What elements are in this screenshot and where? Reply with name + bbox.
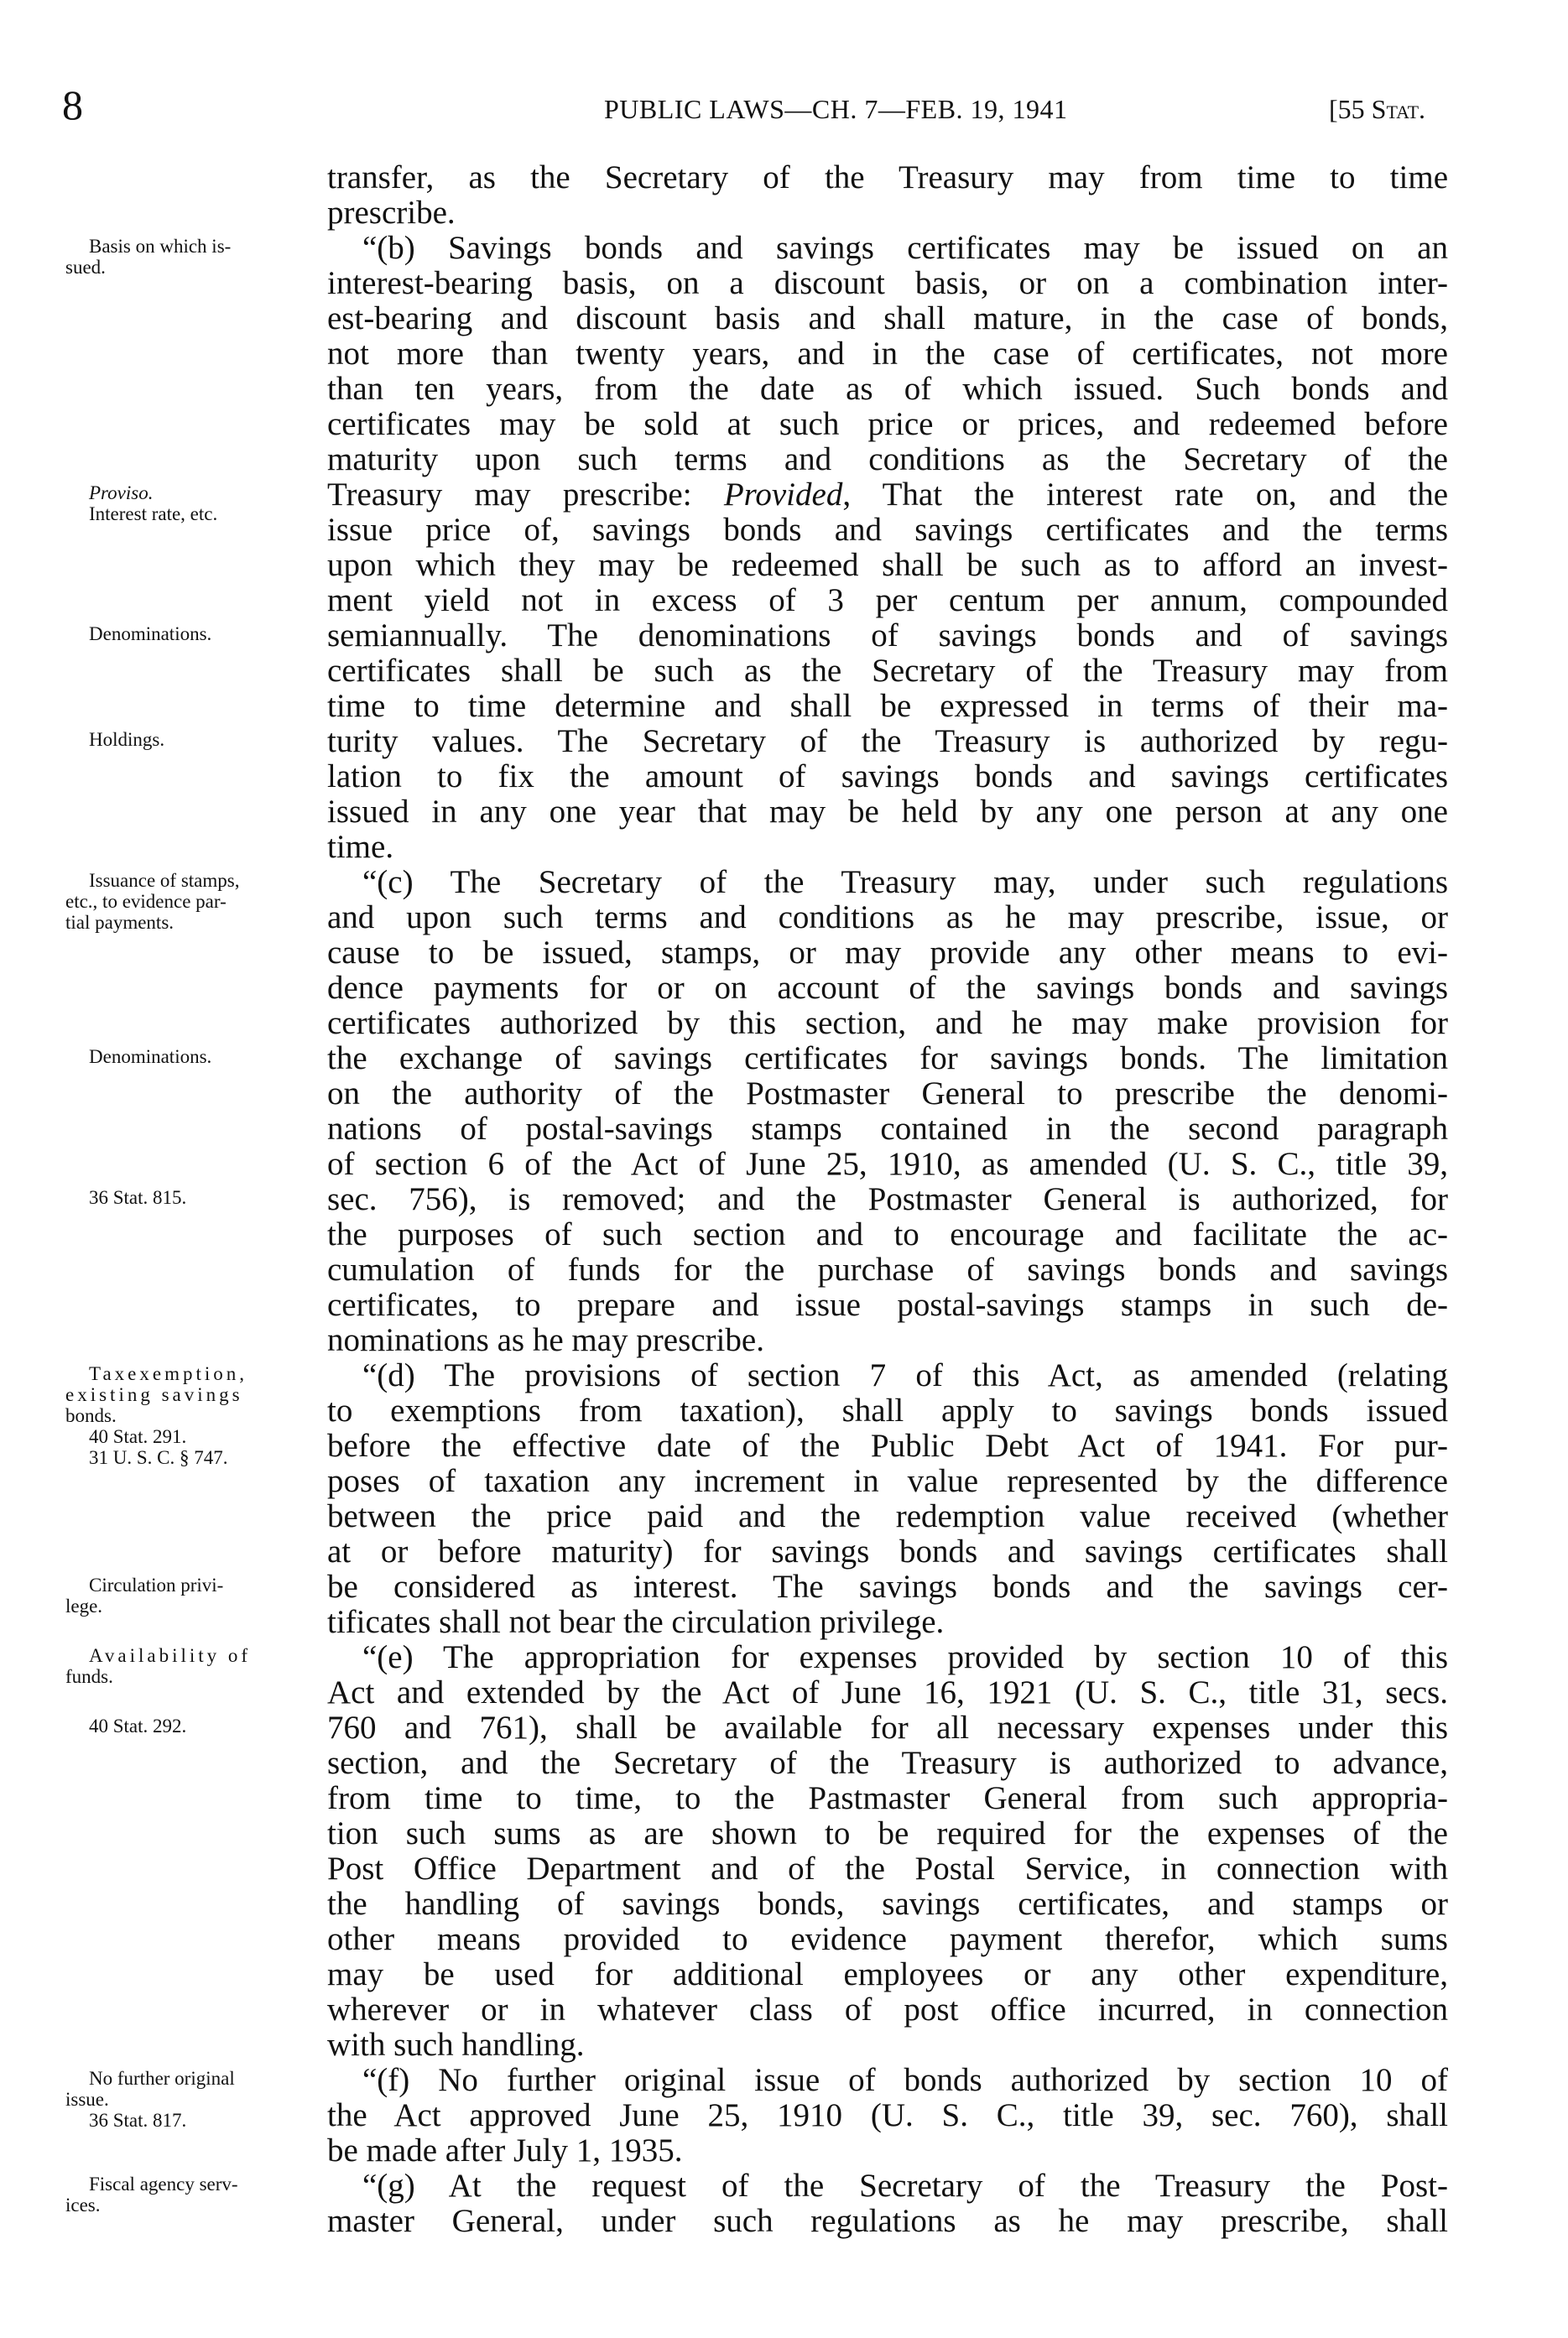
body-line: section, and the Secretary of the Treasury is authorized to advance, [327, 1745, 1448, 1781]
margin-note-line: Interest rate, etc. [89, 503, 218, 524]
body-line: transfer, as the Secretary of the Treasury may from time to time [327, 159, 1448, 195]
body-line: to exemptions from taxation), shall apply to savings bonds issued [327, 1393, 1448, 1429]
body-line: at or before maturity) for savings bonds and savings certificates shall [327, 1533, 1448, 1570]
body-line: lation to fix the amount of savings bonds and savings certificates [327, 758, 1448, 794]
margin-note-stat-40-292 [65, 1716, 317, 1737]
body-line: the Act approved June 25, 1910 (U. S. C., title 39, sec. 760), shall [327, 2097, 1448, 2133]
margin-note-line: lege. [65, 1596, 103, 1617]
body-line: upon which they may be redeemed shall be such as to afford an invest- [327, 547, 1448, 583]
margin-note-line: No further original [89, 2068, 235, 2089]
margin-note-proviso-interest-rate [65, 482, 317, 524]
margin-note-basis-on-which-issued [65, 236, 317, 278]
body-line: “(f) No further original issue of bonds authorized by section 10 of [362, 2062, 1448, 2098]
margin-note-line: Denominations. [89, 1046, 212, 1067]
margin-note-no-further-original-issue [65, 2068, 317, 2131]
margin-note-line: 36 Stat. 815. [89, 1187, 187, 1208]
margin-note-holdings [65, 729, 317, 750]
body-line [327, 477, 1448, 513]
body-line: certificates may be sold at such price or prices, and redeemed before [327, 406, 1448, 442]
margin-note-tax-exemption [65, 1363, 317, 1468]
margin-note-circulation-privilege [65, 1575, 317, 1617]
margin-note-line: issue. [65, 2089, 109, 2110]
stat-ref-word: Stat. [1371, 94, 1426, 124]
margin-note-availability-of-funds [65, 1645, 317, 1687]
body-line: turity values. The Secretary of the Treasury is authorized by regu- [327, 723, 1448, 759]
body-line: may be used for additional employees or any other expenditure, [327, 1956, 1448, 1992]
margin-note-line: Basis on which is- [89, 236, 232, 257]
margin-note-line: etc., to evidence par- [65, 891, 227, 912]
margin-note-issuance-of-stamps [65, 870, 317, 933]
margin-note-fiscal-agency-services [65, 2174, 317, 2216]
body-line: “(c) The Secretary of the Treasury may, under such regulations [362, 864, 1448, 900]
body-line: nations of postal-savings stamps contained in the second paragraph [327, 1111, 1448, 1147]
body-line: maturity upon such terms and conditions as the Secretary of the [327, 441, 1448, 477]
body-line: from time to time, to the Pastmaster General from such appropria- [327, 1780, 1448, 1816]
body-line: Act and extended by the Act of June 16, 1921 (U. S. C., title 31, secs. [327, 1674, 1448, 1711]
margin-note-line: 40 Stat. 292. [89, 1716, 187, 1737]
body-line: between the price paid and the redemption value received (whether [327, 1498, 1448, 1534]
margin-note-line: tial payments. [65, 912, 175, 933]
proviso-italic: Provided [723, 476, 843, 513]
statutes-volume-reference [1329, 94, 1425, 124]
margin-note-stat-36-815 [65, 1187, 317, 1208]
margin-note-line: 36 Stat. 817. [89, 2110, 187, 2131]
body-line: of section 6 of the Act of June 25, 1910, as amended (U. S. C., title 39, [327, 1146, 1448, 1182]
body-line: interest-bearing basis, on a discount basis, or on a combination inter- [327, 265, 1448, 301]
body-line: “(d) The provisions of section 7 of this Act, as amended (relating [362, 1357, 1448, 1393]
body-line: not more than twenty years, and in the case of certificates, not more [327, 336, 1448, 372]
body-line: poses of taxation any increment in value represented by the difference [327, 1463, 1448, 1499]
body-line: wherever or in whatever class of post office incurred, in connection [327, 1992, 1448, 2028]
body-line: on the authority of the Postmaster General to prescribe the denomi- [327, 1075, 1448, 1112]
body-line: time to time determine and shall be expressed in terms of their ma- [327, 688, 1448, 724]
body-line: time. [327, 829, 394, 865]
body-line: est-bearing and discount basis and shall mature, in the case of bonds, [327, 300, 1448, 336]
body-line: semiannually. The denominations of savings bonds and of savings [327, 617, 1448, 653]
body-line: than ten years, from the date as of which issued. Such bonds and [327, 371, 1448, 407]
body-line: prescribe. [327, 195, 456, 231]
body-line: and upon such terms and conditions as he may prescribe, issue, or [327, 899, 1448, 935]
body-line: cumulation of funds for the purchase of savings bonds and savings [327, 1252, 1448, 1288]
margin-note-line: Availability of [89, 1645, 252, 1666]
margin-note-line: Taxexemption, [89, 1363, 247, 1384]
body-line: nominations as he may prescribe. [327, 1322, 764, 1358]
body-line: cause to be issued, stamps, or may provide any other means to evi- [327, 935, 1448, 971]
margin-note-line: Fiscal agency serv- [89, 2174, 238, 2195]
margin-note-line: sued. [65, 257, 106, 278]
margin-note-line: 40 Stat. 291. [89, 1426, 187, 1447]
margin-note-denominations-1 [65, 623, 317, 644]
margin-note-line: Proviso. [89, 482, 154, 503]
body-line: 760 and 761), shall be available for all necessary expenses under this [327, 1710, 1448, 1746]
body-line: ment yield not in excess of 3 per centum per annum, compounded [327, 582, 1448, 618]
body-line: the purposes of such section and to encourage and facilitate the ac- [327, 1216, 1448, 1252]
body-line: “(b) Savings bonds and savings certificates may be issued on an [362, 230, 1448, 266]
body-line: certificates shall be such as the Secretary of the Treasury may from [327, 653, 1448, 689]
body-line: “(e) The appropriation for expenses provided by section 10 of this [362, 1639, 1448, 1675]
margin-note-line: Issuance of stamps, [89, 870, 240, 891]
body-line: be considered as interest. The savings bonds and the savings cer- [327, 1569, 1448, 1605]
page-number: 8 [62, 81, 83, 128]
body-text [327, 160, 1448, 2239]
body-line: be made after July 1, 1935. [327, 2132, 683, 2169]
margin-note-line: bonds. [65, 1405, 117, 1426]
margin-note-line: existing savings [65, 1384, 243, 1405]
body-line: Post Office Department and of the Postal Service, in connection with [327, 1851, 1448, 1887]
body-line: master General, under such regulations as he may prescribe, shall [327, 2203, 1448, 2239]
body-line: tion such sums as are shown to be required for the expenses of the [327, 1815, 1448, 1851]
body-line: dence payments for or on account of the savings bonds and savings [327, 970, 1448, 1006]
body-line-text: Treasury may prescribe: [327, 476, 724, 513]
body-line: tificates shall not bear the circulation privilege. [327, 1604, 945, 1640]
body-line: with such handling. [327, 2027, 585, 2063]
body-line: issue price of, savings bonds and savings certificates and the terms [327, 512, 1448, 548]
body-line: issued in any one year that may be held by any one person at any one [327, 794, 1448, 830]
margin-note-line: Circulation privi- [89, 1575, 224, 1596]
body-line: the handling of savings bonds, savings certificates, and stamps or [327, 1886, 1448, 1922]
margin-note-line: Denominations. [89, 623, 212, 644]
body-line: before the effective date of the Public Debt Act of 1941. For pur- [327, 1428, 1448, 1464]
margin-note-line: Holdings. [89, 729, 165, 750]
body-line: certificates, to prepare and issue postal-savings stamps in such de- [327, 1287, 1448, 1323]
body-line: the exchange of savings certificates for savings bonds. The limitation [327, 1040, 1448, 1076]
stat-ref-number: [55 [1329, 94, 1372, 124]
body-line: “(g) At the request of the Secretary of the Treasury the Post- [362, 2168, 1448, 2204]
body-line: certificates authorized by this section, and he may make provision for [327, 1005, 1448, 1041]
body-line-text: , That the interest rate on, and the [842, 476, 1449, 513]
body-line: sec. 756), is removed; and the Postmaster General is authorized, for [327, 1181, 1448, 1217]
margin-note-denominations-2 [65, 1046, 317, 1067]
margin-note-line: 31 U. S. C. § 747. [89, 1447, 228, 1468]
body-line: other means provided to evidence payment therefor, which sums [327, 1921, 1448, 1957]
margin-note-line: funds. [65, 1666, 113, 1687]
margin-note-line: ices. [65, 2195, 101, 2216]
running-head: PUBLIC LAWS—CH. 7—FEB. 19, 1941 [604, 94, 1068, 124]
